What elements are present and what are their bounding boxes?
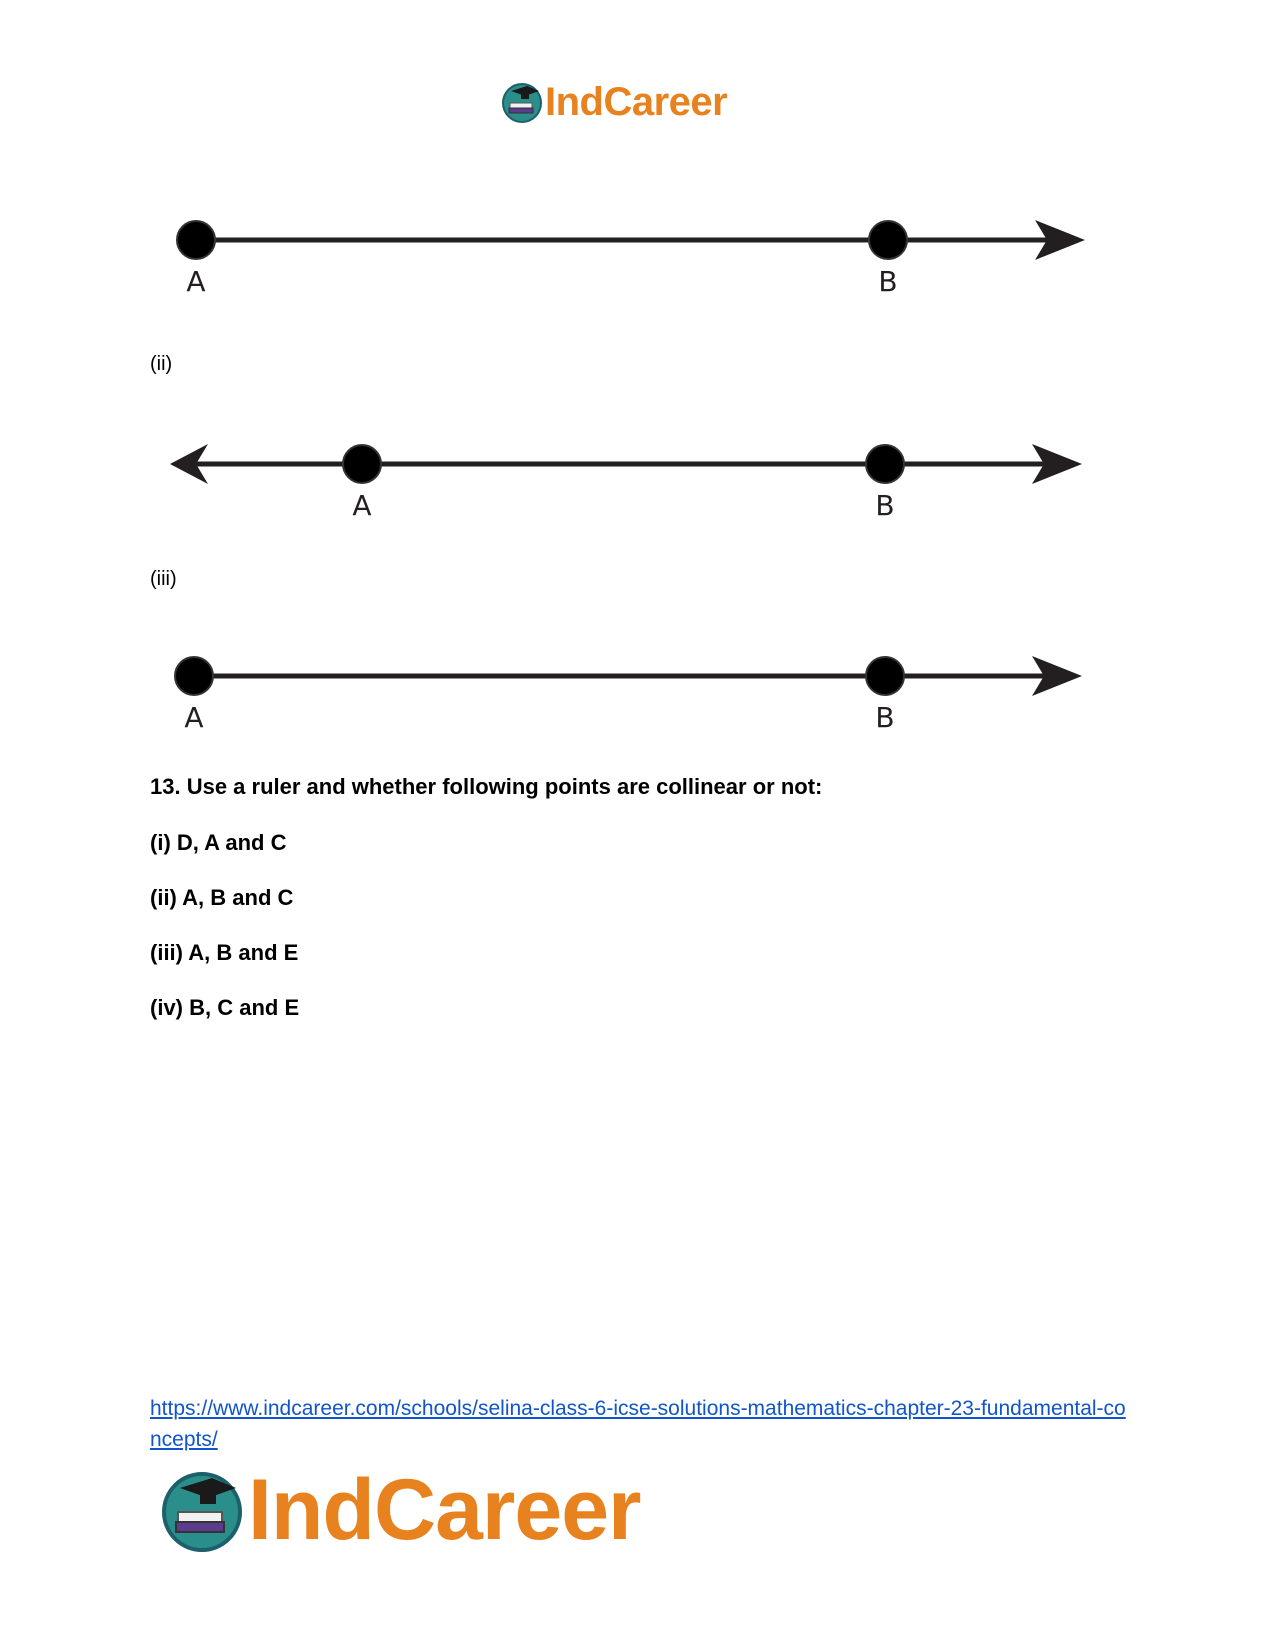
point-a-dot: [175, 657, 213, 695]
indcareer-logo-footer: [160, 1462, 641, 1558]
point-b-label: B: [875, 701, 895, 734]
point-b-label: B: [878, 265, 898, 298]
logo-wordmark: IndCareer: [248, 1462, 641, 1558]
point-a-label: A: [186, 265, 206, 298]
point-a-label: A: [352, 489, 372, 522]
question-item: (i) D, A and C: [150, 830, 287, 855]
globe-books-icon: [160, 1468, 244, 1552]
globe-books-icon: [501, 81, 543, 123]
question-title: 13. Use a ruler and whether following points are collinear or not:: [150, 774, 823, 799]
figure-label-iii: (iii): [150, 568, 177, 590]
question-item: (iv) B, C and E: [150, 995, 300, 1020]
point-a-label: A: [184, 701, 204, 734]
figure-label-ii: (ii): [150, 353, 173, 375]
question-item: (iii) A, B and E: [150, 940, 299, 965]
line-figure-2: [150, 424, 1130, 534]
indcareer-logo-header: [501, 80, 727, 124]
question-item: (ii) A, B and C: [150, 885, 294, 910]
point-b-label: B: [875, 489, 895, 522]
logo-wordmark: IndCareer: [545, 80, 728, 124]
ray-figure-1: [150, 200, 1130, 310]
point-a-dot: [177, 221, 215, 259]
point-b-dot: [866, 657, 904, 695]
source-link[interactable]: https://www.indcareer.com/schools/selina-class-6-icse-solutions-mathematics-chapter-23-fundamental-concepts/: [150, 1397, 1126, 1451]
point-b-dot: [869, 221, 907, 259]
point-a-dot: [343, 445, 381, 483]
ray-figure-3: [150, 636, 1130, 746]
point-b-dot: [866, 445, 904, 483]
